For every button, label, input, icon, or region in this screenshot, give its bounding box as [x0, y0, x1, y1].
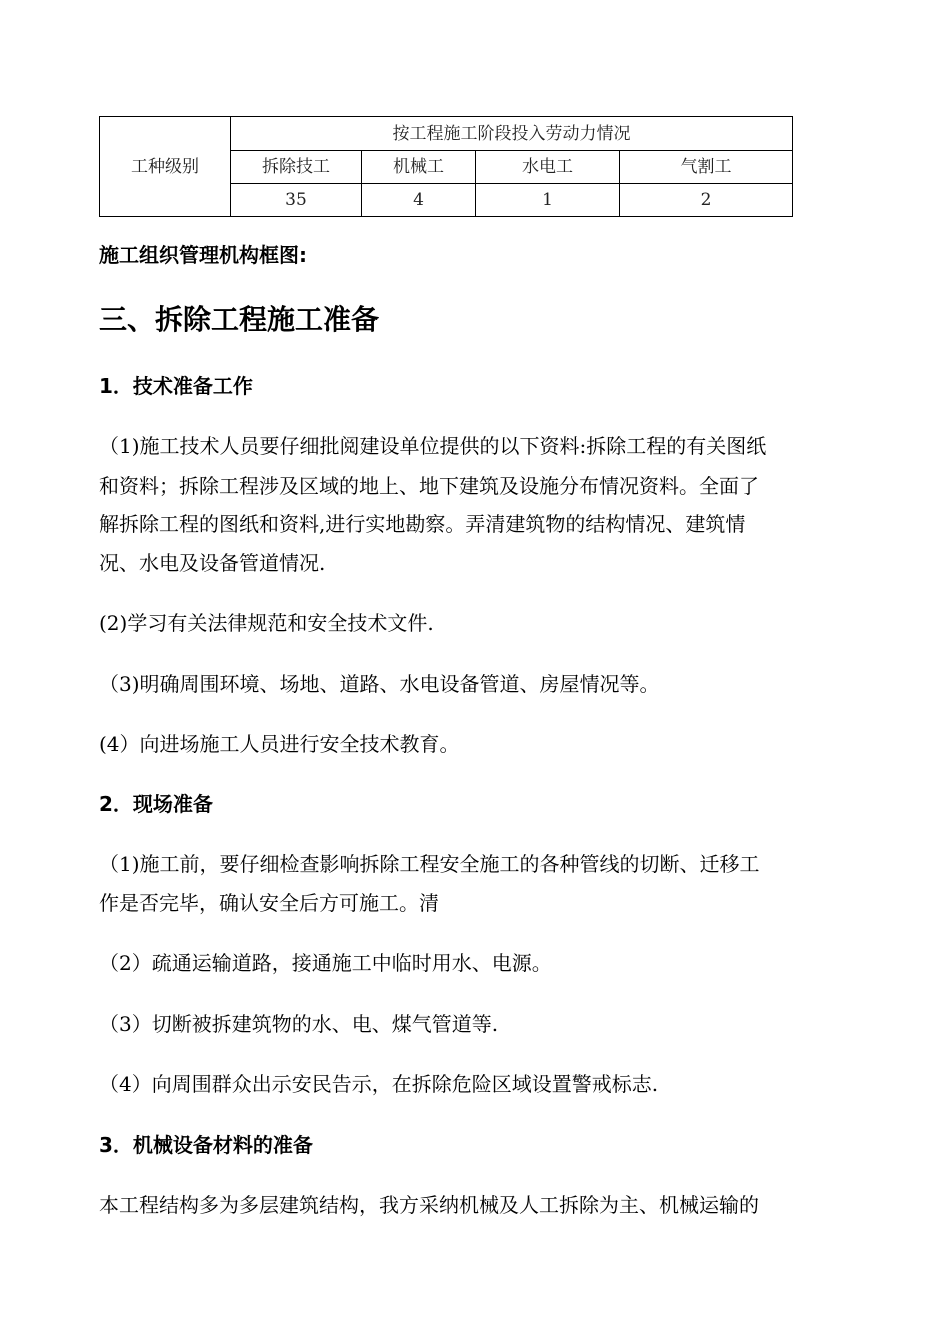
value-cell: 35 [231, 184, 362, 217]
table-row [100, 117, 793, 151]
paragraph-line: 况、水电及设备管道情况. [99, 551, 326, 575]
value-cell: 2 [620, 184, 793, 217]
paragraph-line: （3）切断被拆建筑物的水、电、煤气管道等. [99, 1012, 499, 1036]
labor-table [99, 116, 793, 217]
paragraph-line: 作是否完毕，确认安全后方可施工。清 [99, 891, 439, 915]
paragraph-line: 和资料；拆除工程涉及区域的地上、地下建筑及设施分布情况资料。全面了 [99, 474, 759, 498]
org-chart-heading: 施工组织管理机构框图: [99, 243, 307, 267]
column-header-cell: 气割工 [620, 151, 793, 184]
section-heading: 1．技术准备工作 [99, 374, 253, 398]
paragraph-line: (4）向进场施工人员进行安全技术教育。 [99, 732, 460, 756]
paragraph-line: （1)施工技术人员要仔细批阅建设单位提供的以下资料:拆除工程的有关图纸 [99, 434, 767, 458]
paragraph-line: 本工程结构多为多层建筑结构，我方采纳机械及人工拆除为主、机械运输的 [99, 1193, 759, 1217]
group-header-cell: 按工程施工阶段投入劳动力情况 [231, 117, 793, 151]
row-header-cell: 工种级别 [100, 117, 231, 217]
paragraph-line: （1)施工前，要仔细检查影响拆除工程安全施工的各种管线的切断、迁移工 [99, 852, 760, 876]
column-header-cell: 拆除技工 [231, 151, 362, 184]
paragraph-line: （3)明确周围环境、场地、道路、水电设备管道、房屋情况等。 [99, 672, 660, 696]
value-cell: 1 [476, 184, 620, 217]
paragraph-line: (2)学习有关法律规范和安全技术文件. [99, 611, 434, 635]
value-cell: 4 [362, 184, 476, 217]
paragraph-line: （2）疏通运输道路，接通施工中临时用水、电源。 [99, 951, 552, 975]
column-header-cell: 水电工 [476, 151, 620, 184]
chapter-title: 三、拆除工程施工准备 [99, 303, 380, 336]
section-heading: 3．机械设备材料的准备 [99, 1133, 313, 1157]
paragraph-line: （4）向周围群众出示安民告示，在拆除危险区域设置警戒标志. [99, 1072, 659, 1096]
column-header-cell: 机械工 [362, 151, 476, 184]
paragraph-line: 解拆除工程的图纸和资料,进行实地勘察。弄清建筑物的结构情况、建筑情 [99, 512, 746, 536]
section-heading: 2．现场准备 [99, 792, 213, 816]
